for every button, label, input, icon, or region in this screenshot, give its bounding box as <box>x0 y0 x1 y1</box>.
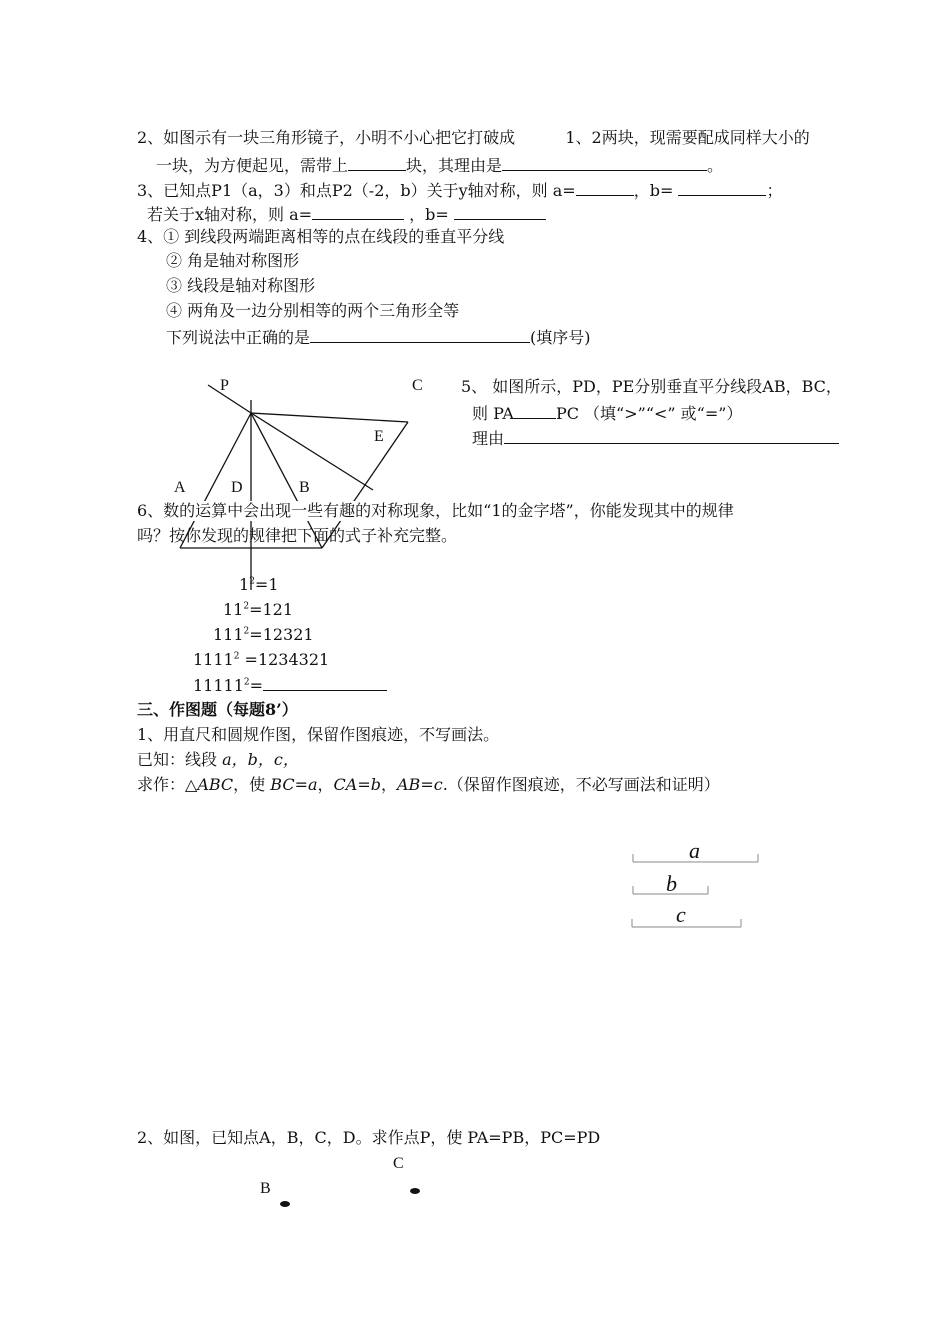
q3-text-2b: ，b= <box>409 205 449 224</box>
q6-row-3-base: 111 <box>213 625 244 644</box>
q6-row-5-base: 11111 <box>193 676 244 695</box>
section3-q1-known <box>137 750 299 770</box>
q5-label-P: P <box>220 377 229 394</box>
q5-segment-PC <box>251 413 408 422</box>
section3-q2-line: 2、如图，已知点A，B，C，D。求作点P，使 PA=PB，PC=PD <box>137 1128 601 1147</box>
q2-text-2b: 块，其理由是 <box>406 156 503 175</box>
q6-blank-answer[interactable] <box>263 674 387 691</box>
point-B-label: B <box>260 1180 271 1197</box>
q6-row-2-base: 11 <box>223 600 244 619</box>
req-AB: AB <box>397 775 421 794</box>
q6-row-4-exp: 2 <box>233 651 240 662</box>
q6-row-4-base: 1111 <box>193 650 234 669</box>
q5-label-A: A <box>174 479 186 496</box>
q6-row-1 <box>239 575 279 595</box>
req-mid1: ，使 <box>233 775 271 794</box>
q5-segment-PE <box>251 413 373 490</box>
q2-text-1a: 2、如图示有一块三角形镜子，小明不小心把它打破成 <box>137 128 516 147</box>
q5-text-2a: 则 PA <box>472 404 514 423</box>
req-prefix: 求作：△ <box>137 775 198 794</box>
req-eq-c: =c <box>420 775 443 794</box>
req-suffix: .（保留作图痕迹，不必写画法和证明） <box>442 775 720 794</box>
q5-line-p-ext <box>208 385 251 413</box>
q2-text-2a: 一块，为方便起见，需带上 <box>156 156 349 175</box>
q4-item2: ② 角是轴对称图形 <box>166 251 300 270</box>
point-C-label: C <box>393 1155 404 1172</box>
q3-text-1c: ； <box>766 181 783 200</box>
q5-label-B: B <box>299 479 310 496</box>
point-B-dot <box>280 1201 290 1207</box>
q2-text-1b: 1、2两块，现需要配成同样大小的 <box>565 128 810 147</box>
segment-c-label: c <box>676 902 686 927</box>
q6-row-5-exp: 2 <box>243 677 250 688</box>
q2-text-2c: 。 <box>707 156 724 175</box>
req-sep1: ， <box>317 775 334 794</box>
q6-line1: 6、数的运算中会出现一些有趣的对称现象，比如“1的金字塔”，你能发现其中的规律 <box>137 501 734 520</box>
section3-q1-known-vars: a，b，c， <box>222 750 299 769</box>
q6-row-1-rhs: =1 <box>254 575 279 594</box>
q4-suffix: (填序号) <box>530 328 591 347</box>
segment-c <box>632 919 741 927</box>
req-eq-b: =b <box>357 775 381 794</box>
req-eq-a: =a <box>294 775 318 794</box>
req-ABC: ABC <box>197 775 234 794</box>
segment-a-label: a <box>689 838 700 863</box>
req-BC: BC <box>270 775 295 794</box>
q6-row-4-rhs: =1234321 <box>239 650 330 669</box>
q5-text-2b: PC （填“>”“<” 或“=”） <box>555 404 743 423</box>
q6-row-1-exp: 2 <box>249 576 255 587</box>
q4-item1: 4、① 到线段两端距离相等的点在线段的垂直平分线 <box>137 227 505 246</box>
q4-prompt: 下列说法中正确的是 <box>166 328 311 347</box>
q6-row-2-rhs: =121 <box>249 600 294 619</box>
point-C-dot <box>410 1188 420 1194</box>
q5-label-E: E <box>374 428 384 445</box>
q3-text-1a: 3、已知点P1（a，3）和点P2（-2，b）关于y轴对称，则 a= <box>137 181 576 200</box>
q6-row-5-rhs: = <box>249 676 264 695</box>
q6-row-2-exp: 2 <box>243 601 250 612</box>
q5-label-D: D <box>231 479 243 496</box>
q6-row-2 <box>223 600 293 620</box>
q5-text-3: 理由 <box>472 429 505 448</box>
req-sep2: ， <box>380 775 397 794</box>
segment-b-label: b <box>666 871 677 896</box>
q4-item3: ③ 线段是轴对称图形 <box>166 276 316 295</box>
q4-item4: ④ 两角及一边分别相等的两个三角形全等 <box>166 301 460 320</box>
q5-label-C: C <box>412 377 423 394</box>
q6-row-3-exp: 2 <box>243 626 250 637</box>
section3-q1-known-prefix: 已知：线段 <box>137 750 223 769</box>
q6-row-5 <box>193 674 387 696</box>
q6-row-3-rhs: =12321 <box>249 625 314 644</box>
q6-line2: 吗？按你发现的规律把下面的式子补充完整。 <box>137 526 458 545</box>
req-CA: CA <box>333 775 358 794</box>
section3-q1-require <box>137 775 720 795</box>
q5-line1: 5、 如图所示，PD，PE分别垂直平分线段AB，BC， <box>461 377 842 396</box>
section3-q1-line1: 1、用直尺和圆规作图，保留作图痕迹，不写画法。 <box>137 725 500 744</box>
q3-text-2a: 若关于x轴对称，则 a= <box>147 205 313 224</box>
q6-row-3 <box>213 625 314 645</box>
q6-row-1-base: 1 <box>239 575 250 594</box>
q3-text-1b: ，b= <box>633 181 674 200</box>
q6-row-4 <box>193 650 329 670</box>
section3-heading: 三、作图题（每题8’） <box>137 700 298 719</box>
